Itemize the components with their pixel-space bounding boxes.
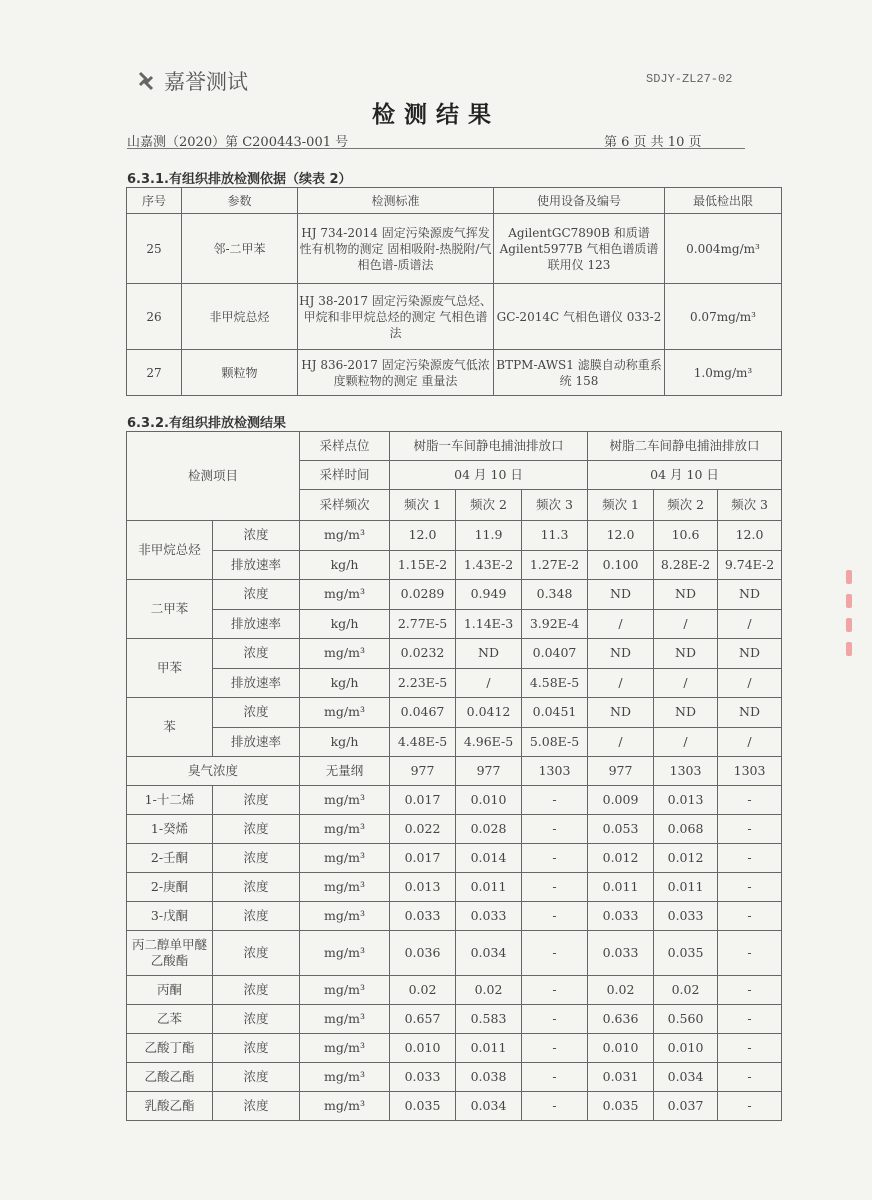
unit: mg/m³ <box>300 786 390 815</box>
parameter: 非甲烷总烃 <box>182 284 298 350</box>
value-cell: 0.033 <box>588 931 654 976</box>
unit: 无量纲 <box>300 757 390 786</box>
pollutant-name: 1-十二烯 <box>127 786 213 815</box>
table-row <box>127 1063 782 1092</box>
header-cell: 序号 <box>127 188 182 214</box>
value-cell: / <box>456 668 522 698</box>
value-cell: - <box>718 976 782 1005</box>
frequency: 频次 1 <box>588 490 654 521</box>
pollutant-name: 丙二醇单甲醚乙酸酯 <box>127 931 213 976</box>
value-cell: 10.6 <box>654 521 718 551</box>
value-cell: 0.033 <box>456 902 522 931</box>
value-cell: / <box>588 609 654 639</box>
value-cell: - <box>718 1034 782 1063</box>
table-row <box>127 1034 782 1063</box>
row-number: 27 <box>127 350 182 396</box>
unit: mg/m³ <box>300 1034 390 1063</box>
value-cell: 0.010 <box>588 1034 654 1063</box>
measure-type: 浓度 <box>213 786 300 815</box>
value-cell: / <box>654 727 718 757</box>
value-cell: 12.0 <box>390 521 456 551</box>
value-cell: ND <box>588 580 654 610</box>
value-cell: / <box>718 609 782 639</box>
value-cell: 977 <box>390 757 456 786</box>
pollutant-name: 非甲烷总烃 <box>127 521 213 580</box>
value-cell: 0.02 <box>588 976 654 1005</box>
value-cell: 0.034 <box>654 1063 718 1092</box>
header-cell: 检测标准 <box>298 188 494 214</box>
value-cell: 0.009 <box>588 786 654 815</box>
document-code: SDJY-ZL27-02 <box>646 72 733 86</box>
value-cell: 0.560 <box>654 1005 718 1034</box>
table-row <box>127 976 782 1005</box>
value-cell: 0.011 <box>456 1034 522 1063</box>
measure-type: 排放速率 <box>213 727 300 757</box>
value-cell: 0.02 <box>390 976 456 1005</box>
value-cell: 0.035 <box>654 931 718 976</box>
value-cell: 0.02 <box>456 976 522 1005</box>
value-cell: 2.23E-5 <box>390 668 456 698</box>
value-cell: 1303 <box>522 757 588 786</box>
value-cell: - <box>522 873 588 902</box>
unit: mg/m³ <box>300 1005 390 1034</box>
time-label: 采样时间 <box>300 461 390 490</box>
value-cell: 0.033 <box>390 902 456 931</box>
pollutant-name: 乳酸乙酯 <box>127 1092 213 1121</box>
value-cell: 1303 <box>654 757 718 786</box>
pollutant-name: 2-庚酮 <box>127 873 213 902</box>
value-cell: 0.013 <box>390 873 456 902</box>
value-cell: - <box>522 1005 588 1034</box>
value-cell: - <box>522 844 588 873</box>
value-cell: 2.77E-5 <box>390 609 456 639</box>
equipment: BTPM-AWS1 滤膜自动称重系统 158 <box>494 350 665 396</box>
value-cell: 977 <box>456 757 522 786</box>
value-cell: 0.657 <box>390 1005 456 1034</box>
value-cell: 0.0232 <box>390 639 456 669</box>
pollutant-name: 乙苯 <box>127 1005 213 1034</box>
unit: kg/h <box>300 609 390 639</box>
value-cell: 1303 <box>718 757 782 786</box>
value-cell: 0.014 <box>456 844 522 873</box>
header-divider <box>127 148 745 149</box>
value-cell: ND <box>654 698 718 728</box>
value-cell: 0.036 <box>390 931 456 976</box>
page-info: 第 6 页 共 10 页 <box>604 135 702 150</box>
value-cell: / <box>654 668 718 698</box>
pollutant-name: 二甲苯 <box>127 580 213 639</box>
header-cell: 参数 <box>182 188 298 214</box>
value-cell: 1.15E-2 <box>390 550 456 580</box>
unit: mg/m³ <box>300 902 390 931</box>
table-row <box>127 639 782 669</box>
value-cell: 12.0 <box>718 521 782 551</box>
value-cell: / <box>588 668 654 698</box>
table-row <box>127 1005 782 1034</box>
value-cell: ND <box>456 639 522 669</box>
measure-type: 浓度 <box>213 931 300 976</box>
value-cell: 0.022 <box>390 815 456 844</box>
value-cell: 0.0451 <box>522 698 588 728</box>
value-cell: 1.27E-2 <box>522 550 588 580</box>
value-cell: 0.033 <box>654 902 718 931</box>
value-cell: 0.0412 <box>456 698 522 728</box>
value-cell: 0.012 <box>654 844 718 873</box>
value-cell: ND <box>718 580 782 610</box>
table-row <box>127 786 782 815</box>
table-row <box>127 668 782 698</box>
value-cell: 0.035 <box>390 1092 456 1121</box>
unit: kg/h <box>300 550 390 580</box>
value-cell: - <box>522 902 588 931</box>
measure-type: 排放速率 <box>213 550 300 580</box>
value-cell: - <box>718 873 782 902</box>
date-2: 04 月 10 日 <box>588 461 782 490</box>
measure-type: 浓度 <box>213 1005 300 1034</box>
pollutant-name: 苯 <box>127 698 213 757</box>
value-cell: 12.0 <box>588 521 654 551</box>
value-cell: 0.010 <box>654 1034 718 1063</box>
unit: kg/h <box>300 668 390 698</box>
value-cell: 0.348 <box>522 580 588 610</box>
unit: mg/m³ <box>300 844 390 873</box>
value-cell: 0.011 <box>456 873 522 902</box>
measure-type: 浓度 <box>213 698 300 728</box>
unit: mg/m³ <box>300 698 390 728</box>
value-cell: - <box>718 1092 782 1121</box>
site-1: 树脂一车间静电捕油排放口 <box>390 432 588 461</box>
measure-type: 浓度 <box>213 815 300 844</box>
detection-limit: 0.004mg/m³ <box>665 214 782 284</box>
value-cell: 0.017 <box>390 844 456 873</box>
equipment: AgilentGC7890B 和质谱 Agilent5977B 气相色谱质谱联用仪 123 <box>494 214 665 284</box>
unit: mg/m³ <box>300 1063 390 1092</box>
measure-type: 浓度 <box>213 976 300 1005</box>
measure-type: 浓度 <box>213 1092 300 1121</box>
value-cell: - <box>718 1063 782 1092</box>
table-row <box>127 873 782 902</box>
value-cell: ND <box>588 639 654 669</box>
value-cell: 4.96E-5 <box>456 727 522 757</box>
table-row <box>127 580 782 610</box>
results-table <box>126 431 782 1121</box>
measure-type: 浓度 <box>213 1034 300 1063</box>
unit: mg/m³ <box>300 815 390 844</box>
value-cell: 11.9 <box>456 521 522 551</box>
company-logo <box>134 66 248 96</box>
value-cell: 0.035 <box>588 1092 654 1121</box>
table-row <box>127 844 782 873</box>
site-2: 树脂二车间静电捕油排放口 <box>588 432 782 461</box>
measure-type: 浓度 <box>213 873 300 902</box>
pollutant-name: 臭气浓度 <box>127 757 300 786</box>
frequency: 频次 1 <box>390 490 456 521</box>
table-row <box>127 698 782 728</box>
page-title: 检测结果 <box>372 102 500 128</box>
date-1: 04 月 10 日 <box>390 461 588 490</box>
unit: mg/m³ <box>300 580 390 610</box>
value-cell: 0.053 <box>588 815 654 844</box>
unit: mg/m³ <box>300 873 390 902</box>
value-cell: / <box>718 727 782 757</box>
detection-limit: 0.07mg/m³ <box>665 284 782 350</box>
measure-type: 排放速率 <box>213 668 300 698</box>
value-cell: 0.0289 <box>390 580 456 610</box>
value-cell: 0.037 <box>654 1092 718 1121</box>
standard: HJ 836-2017 固定污染源废气低浓度颗粒物的测定 重量法 <box>298 350 494 396</box>
row-number: 26 <box>127 284 182 350</box>
value-cell: 0.013 <box>654 786 718 815</box>
measure-type: 浓度 <box>213 580 300 610</box>
site-label: 采样点位 <box>300 432 390 461</box>
value-cell: 0.02 <box>654 976 718 1005</box>
table-row <box>127 521 782 551</box>
table-row <box>127 902 782 931</box>
section-heading-basis: 6.3.1.有组织排放检测依据（续表 2） <box>127 172 352 187</box>
value-cell: 0.031 <box>588 1063 654 1092</box>
value-cell: ND <box>588 698 654 728</box>
value-cell: / <box>588 727 654 757</box>
value-cell: - <box>522 1034 588 1063</box>
logo-icon <box>134 69 158 93</box>
header-cell: 最低检出限 <box>665 188 782 214</box>
value-cell: 0.017 <box>390 786 456 815</box>
pollutant-name: 3-戊酮 <box>127 902 213 931</box>
header-cell: 使用设备及编号 <box>494 188 665 214</box>
frequency: 频次 3 <box>522 490 588 521</box>
value-cell: - <box>522 1063 588 1092</box>
standard: HJ 38-2017 固定污染源废气总烃、甲烷和非甲烷总烃的测定 气相色谱法 <box>298 284 494 350</box>
parameter: 颗粒物 <box>182 350 298 396</box>
value-cell: 0.100 <box>588 550 654 580</box>
value-cell: 0.028 <box>456 815 522 844</box>
frequency: 频次 2 <box>654 490 718 521</box>
seal-stamp-fragment <box>842 560 856 710</box>
frequency: 频次 3 <box>718 490 782 521</box>
value-cell: - <box>718 786 782 815</box>
unit: mg/m³ <box>300 931 390 976</box>
measure-type: 浓度 <box>213 902 300 931</box>
unit: mg/m³ <box>300 1092 390 1121</box>
value-cell: 0.011 <box>588 873 654 902</box>
value-cell: 0.038 <box>456 1063 522 1092</box>
report-number: 山嘉测（2020）第 C200443-001 号 <box>127 135 349 150</box>
value-cell: - <box>718 815 782 844</box>
item-label: 检测项目 <box>127 432 300 521</box>
frequency: 频次 2 <box>456 490 522 521</box>
frequency-label: 采样频次 <box>300 490 390 521</box>
unit: mg/m³ <box>300 976 390 1005</box>
table-row <box>127 550 782 580</box>
equipment: GC-2014C 气相色谱仪 033-2 <box>494 284 665 350</box>
value-cell: - <box>522 976 588 1005</box>
detection-limit: 1.0mg/m³ <box>665 350 782 396</box>
value-cell: 0.011 <box>654 873 718 902</box>
pollutant-name: 2-壬酮 <box>127 844 213 873</box>
value-cell: 0.033 <box>390 1063 456 1092</box>
value-cell: - <box>718 844 782 873</box>
value-cell: ND <box>654 639 718 669</box>
measure-type: 排放速率 <box>213 609 300 639</box>
unit: mg/m³ <box>300 639 390 669</box>
table-row <box>127 815 782 844</box>
value-cell: - <box>522 815 588 844</box>
value-cell: - <box>718 931 782 976</box>
basis-table <box>126 187 782 396</box>
unit: kg/h <box>300 727 390 757</box>
value-cell: - <box>522 786 588 815</box>
value-cell: 1.14E-3 <box>456 609 522 639</box>
value-cell: / <box>718 668 782 698</box>
pollutant-name: 丙酮 <box>127 976 213 1005</box>
value-cell: 977 <box>588 757 654 786</box>
pollutant-name: 乙酸乙酯 <box>127 1063 213 1092</box>
value-cell: 0.012 <box>588 844 654 873</box>
value-cell: 3.92E-4 <box>522 609 588 639</box>
value-cell: ND <box>718 639 782 669</box>
value-cell: 11.3 <box>522 521 588 551</box>
table-row <box>127 609 782 639</box>
value-cell: 0.949 <box>456 580 522 610</box>
value-cell: 0.033 <box>588 902 654 931</box>
value-cell: 0.0407 <box>522 639 588 669</box>
measure-type: 浓度 <box>213 521 300 551</box>
measure-type: 浓度 <box>213 639 300 669</box>
value-cell: 0.034 <box>456 931 522 976</box>
value-cell: 4.58E-5 <box>522 668 588 698</box>
measure-type: 浓度 <box>213 844 300 873</box>
value-cell: ND <box>654 580 718 610</box>
section-heading-results: 6.3.2.有组织排放检测结果 <box>127 416 286 431</box>
pollutant-name: 甲苯 <box>127 639 213 698</box>
value-cell: - <box>718 902 782 931</box>
table-row <box>127 1092 782 1121</box>
value-cell: - <box>718 1005 782 1034</box>
standard: HJ 734-2014 固定污染源废气挥发性有机物的测定 固相吸附-热脱附/气相色谱-质谱法 <box>298 214 494 284</box>
value-cell: - <box>522 931 588 976</box>
pollutant-name: 1-癸烯 <box>127 815 213 844</box>
value-cell: 4.48E-5 <box>390 727 456 757</box>
table-row <box>127 727 782 757</box>
measure-type: 浓度 <box>213 1063 300 1092</box>
value-cell: 0.010 <box>390 1034 456 1063</box>
value-cell: 8.28E-2 <box>654 550 718 580</box>
value-cell: 0.636 <box>588 1005 654 1034</box>
value-cell: 0.583 <box>456 1005 522 1034</box>
value-cell: ND <box>718 698 782 728</box>
value-cell: 9.74E-2 <box>718 550 782 580</box>
value-cell: / <box>654 609 718 639</box>
pollutant-name: 乙酸丁酯 <box>127 1034 213 1063</box>
parameter: 邻-二甲苯 <box>182 214 298 284</box>
value-cell: 0.068 <box>654 815 718 844</box>
value-cell: 0.034 <box>456 1092 522 1121</box>
table-row <box>127 757 782 786</box>
value-cell: 0.010 <box>456 786 522 815</box>
logo-text: 嘉誉测试 <box>164 70 248 94</box>
table-row <box>127 931 782 976</box>
value-cell: 0.0467 <box>390 698 456 728</box>
value-cell: - <box>522 1092 588 1121</box>
row-number: 25 <box>127 214 182 284</box>
value-cell: 5.08E-5 <box>522 727 588 757</box>
value-cell: 1.43E-2 <box>456 550 522 580</box>
unit: mg/m³ <box>300 521 390 551</box>
